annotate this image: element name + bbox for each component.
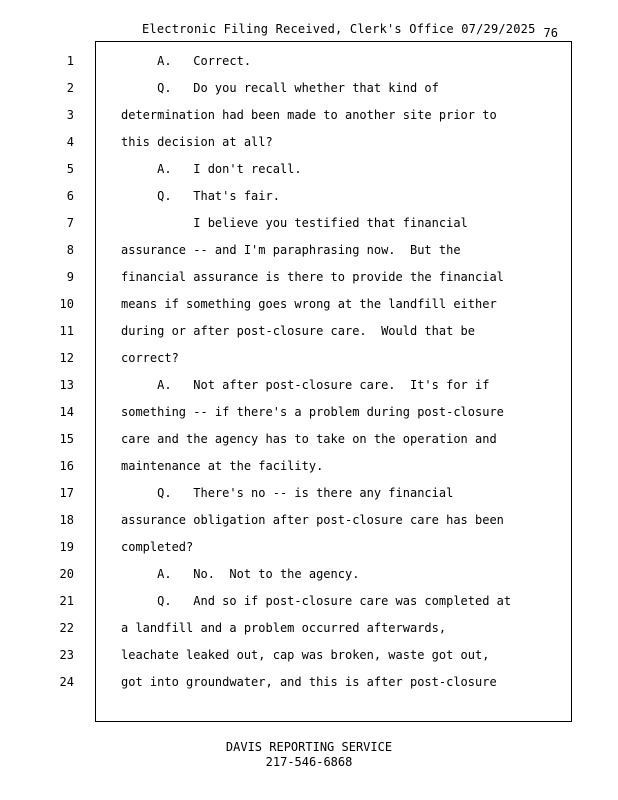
transcript-line: assurance -- and I'm paraphrasing now. But the: [121, 243, 461, 257]
reporting-phone: 217-546-6868: [265, 755, 353, 769]
line-number: 24: [59, 675, 74, 689]
transcript-text: [121, 52, 561, 700]
transcript-line: means if something goes wrong at the landfill either: [121, 297, 497, 311]
line-number: 18: [59, 513, 74, 527]
line-number: 5: [66, 162, 74, 176]
transcript-line: I believe you testified that financial: [121, 216, 468, 230]
page-footer: [0, 740, 618, 770]
line-number: 17: [59, 486, 74, 500]
transcript-line: A. Correct.: [121, 54, 252, 68]
transcript-line: correct?: [121, 351, 179, 365]
line-number: 15: [59, 432, 74, 446]
line-number: 12: [59, 351, 74, 365]
transcript-line: A. I don't recall.: [121, 162, 302, 176]
filing-stamp: Electronic Filing Received, Clerk's Office 07/29/2025: [142, 22, 536, 36]
line-number-column: [50, 52, 74, 700]
line-number: 13: [59, 378, 74, 392]
line-number: 8: [66, 243, 74, 257]
transcript-line: Q. There's no -- is there any financial: [121, 486, 454, 500]
transcript-line: Q. Do you recall whether that kind of: [121, 81, 439, 95]
line-number: 20: [59, 567, 74, 581]
line-number: 6: [66, 189, 74, 203]
transcript-line: leachate leaked out, cap was broken, waste got out,: [121, 648, 490, 662]
line-number: 4: [66, 135, 74, 149]
transcript-line: Q. That's fair.: [121, 189, 280, 203]
transcript-line: this decision at all?: [121, 135, 273, 149]
transcript-line: determination had been made to another site prior to: [121, 108, 497, 122]
reporting-company: DAVIS REPORTING SERVICE: [225, 740, 393, 754]
line-number: 11: [59, 324, 74, 338]
transcript-line: A. Not after post-closure care. It's for if: [121, 378, 490, 392]
line-number: 10: [59, 297, 74, 311]
line-number: 16: [59, 459, 74, 473]
page-number: 76: [543, 26, 558, 40]
transcript-line: Q. And so if post-closure care was completed at: [121, 594, 512, 608]
line-number: 1: [66, 54, 74, 68]
line-number: 23: [59, 648, 74, 662]
transcript-line: a landfill and a problem occurred afterwards,: [121, 621, 447, 635]
line-number: 2: [66, 81, 74, 95]
page-header: [0, 22, 618, 38]
line-number: 22: [59, 621, 74, 635]
transcript-line: assurance obligation after post-closure care has been: [121, 513, 504, 527]
line-number: 3: [66, 108, 74, 122]
line-number: 9: [66, 270, 74, 284]
transcript-line: maintenance at the facility.: [121, 459, 324, 473]
transcript-line: financial assurance is there to provide the financial: [121, 270, 504, 284]
transcript-line: completed?: [121, 540, 194, 554]
line-number: 21: [59, 594, 74, 608]
transcript-line: A. No. Not to the agency.: [121, 567, 360, 581]
transcript-line: during or after post-closure care. Would that be: [121, 324, 476, 338]
transcript-line: care and the agency has to take on the operation and: [121, 432, 497, 446]
transcript-line: got into groundwater, and this is after post-closure: [121, 675, 497, 689]
line-number: 7: [66, 216, 74, 230]
line-number: 19: [59, 540, 74, 554]
line-number: 14: [59, 405, 74, 419]
transcript-line: something -- if there's a problem during post-closure: [121, 405, 504, 419]
